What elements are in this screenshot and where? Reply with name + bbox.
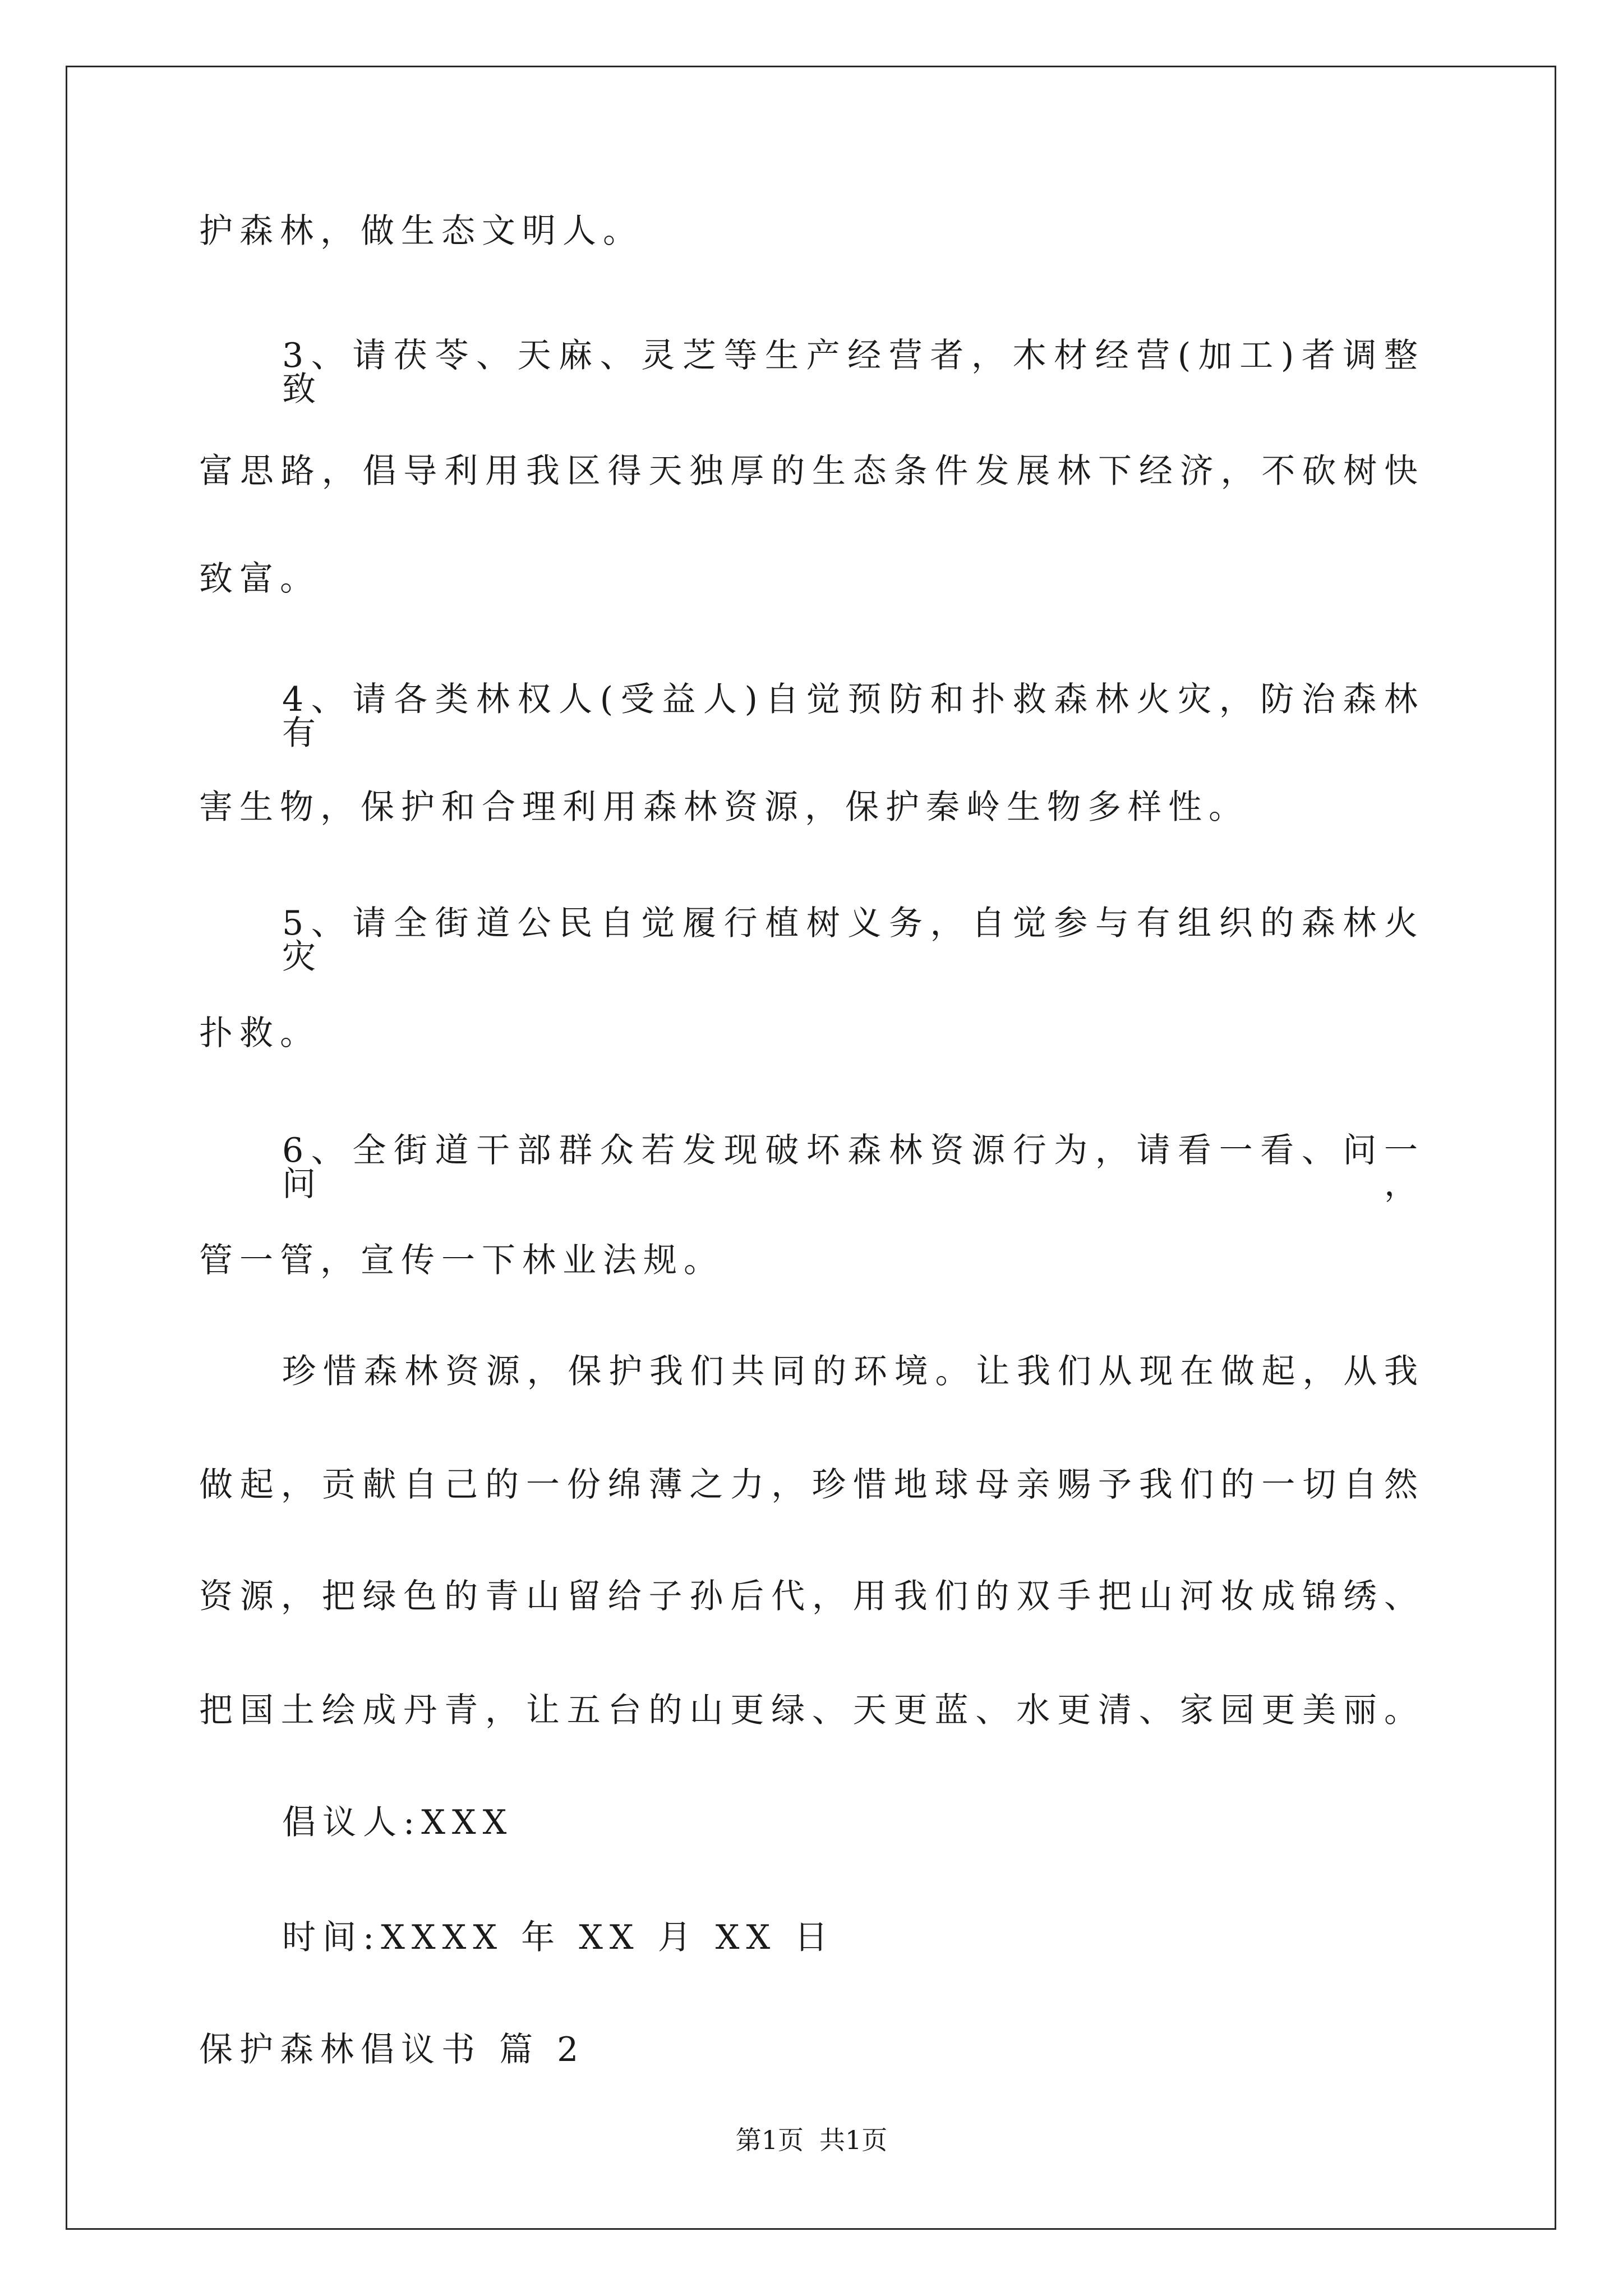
text-line: 护森林，做生态文明人。 xyxy=(199,211,643,251)
text-line: 3、请茯苓、天麻、灵芝等生产经营者，木材经营(加工)者调整致 xyxy=(282,336,1424,409)
text-line: 把国土绘成丹青，让五台的山更绿、天更蓝、水更清、家园更美丽。 xyxy=(199,1691,1424,1730)
page-footer xyxy=(0,2127,1623,2153)
text-line: 致富。 xyxy=(199,559,320,599)
text-line: 4、请各类林权人(受益人)自觉预防和扑救森林火灾，防治森林有 xyxy=(282,680,1424,753)
signatory-line: 倡议人:XXX xyxy=(282,1803,514,1842)
text-line: 做起，贡献自己的一份绵薄之力，珍惜地球母亲赐予我们的一切自然 xyxy=(199,1465,1424,1504)
text-line: 资源，把绿色的青山留给子孙后代，用我们的双手把山河妆成锦绣、 xyxy=(199,1577,1424,1616)
text-line: 管一管，宣传一下林业法规。 xyxy=(199,1241,724,1280)
text-line: 5、请全街道公民自觉履行植树义务，自觉参与有组织的森林火灾 xyxy=(282,904,1424,977)
text-line: 害生物，保护和合理利用森林资源，保护秦岭生物多样性。 xyxy=(199,788,1249,827)
page-total: 共1页 xyxy=(819,2125,888,2155)
text-line: 富思路，倡导利用我区得天独厚的生态条件发展林下经济，不砍树快 xyxy=(199,452,1424,491)
text-line: 珍惜森林资源，保护我们共同的环境。让我们从现在做起，从我 xyxy=(282,1352,1424,1391)
text-line: 6、全街道干部群众若发现破坏森林资源行为，请看一看、问一问， xyxy=(282,1131,1424,1204)
date-line: 时间:XXXX 年 XX 月 XX 日 xyxy=(282,1918,835,1957)
section-heading: 保护森林倡议书 篇 2 xyxy=(199,2030,585,2069)
text-line: 扑救。 xyxy=(199,1014,320,1053)
page-number: 第1页 xyxy=(735,2125,804,2155)
